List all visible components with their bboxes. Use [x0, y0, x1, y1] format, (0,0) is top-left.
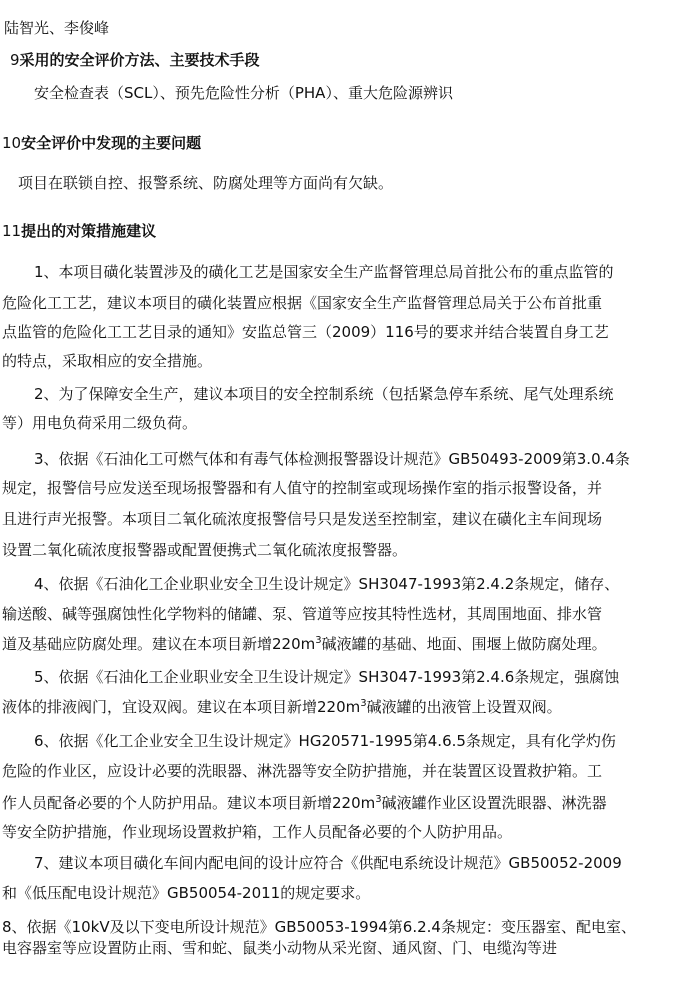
section-11-title: 提出的对策措施建议 — [21, 222, 157, 240]
section-9-body: 安全检查表（SCL）、预先危险性分析（PHA）、重大危险源辨识 — [34, 84, 453, 102]
p5-line-1: 5、依据《石油化工企业职业安全卫生设计规定》SH3047-1993第2.4.6条规定，强腐蚀 — [34, 668, 620, 686]
p5-line-2-before: 液体的排液阀门，宜设双阀。建议在本项目新增220m — [2, 698, 361, 716]
section-10-title: 安全评价中发现的主要问题 — [21, 134, 202, 152]
p6-line-3-sup: 3 — [375, 794, 382, 805]
section-9-title: 采用的安全评价方法、主要技术手段 — [19, 51, 260, 69]
p8-line-2: 电容器室等应设置防止雨、雪和蛇、鼠类小动物从采光窗、通风窗、门、电缆沟等进 — [2, 939, 558, 957]
p4-line-2: 输送酸、碱等强腐蚀性化学物料的储罐、泵、管道等应按其特性选材，其周围地面、排水管 — [2, 605, 603, 623]
p1-line-1: 1、本项目磺化装置涉及的磺化工艺是国家安全生产监督管理总局首批公布的重点监管的 — [34, 263, 614, 281]
p2-line-1: 2、为了保障安全生产，建议本项目的安全控制系统（包括紧急停车系统、尾气处理系统 — [34, 385, 614, 403]
p8-line-1: 8、依据《10kV及以下变电所设计规范》GB50053-1994第6.2.4条规定：变压器室、配电室、 — [2, 918, 636, 936]
p4-line-3 — [2, 634, 607, 654]
section-10-body: 项目在联锁自控、报警系统、防腐处理等方面尚有欠缺。 — [18, 174, 394, 192]
p6-line-3-before: 作人员配备必要的个人防护用品。建议本项目新增220m — [2, 794, 376, 812]
p4-line-1: 4、依据《石油化工企业职业安全卫生设计规定》SH3047-1993第2.4.2条规定，储存、 — [34, 575, 620, 593]
authors-line: 陆智光、李俊峰 — [4, 19, 110, 37]
p7-line-2: 和《低压配电设计规范》GB50054-2011的规定要求。 — [2, 884, 371, 902]
p6-line-4: 等安全防护措施，作业现场设置救护箱，工作人员配备必要的个人防护用品。 — [2, 823, 513, 841]
p6-line-2: 危险的作业区，应设计必要的洗眼器、淋洗器等安全防护措施，并在装置区设置救护箱。工 — [2, 762, 603, 780]
p6-line-3-after: 碱液罐作业区设置洗眼器、淋洗器 — [381, 794, 607, 812]
p4-line-3-before: 道及基础应防腐处理。建议在本项目新增220m — [2, 635, 316, 653]
section-11-heading — [2, 221, 156, 241]
section-9-number: 9 — [10, 51, 20, 69]
p6-line-1: 6、依据《化工企业安全卫生设计规定》HG20571-1995第4.6.5条规定，具有化学灼伤 — [34, 732, 616, 750]
p4-line-3-after: 碱液罐的基础、地面、围堰上做防腐处理。 — [321, 635, 607, 653]
section-10-number: 10 — [2, 134, 22, 152]
p5-line-2-after: 碱液罐的出液管上设置双阀。 — [366, 698, 562, 716]
p3-line-1: 3、依据《石油化工可燃气体和有毒气体检测报警器设计规范》GB50493-2009第3.0.4条 — [34, 450, 630, 468]
p1-line-2: 危险化工工艺，建议本项目的磺化装置应根据《国家安全生产监督管理总局关于公布首批重 — [2, 294, 603, 312]
p6-line-3 — [2, 793, 607, 813]
p1-line-4: 的特点，采取相应的安全措施。 — [2, 352, 213, 370]
section-11-number: 11 — [2, 222, 22, 240]
p3-line-4: 设置二氧化硫浓度报警器或配置便携式二氧化硫浓度报警器。 — [2, 541, 408, 559]
p5-line-2-sup: 3 — [360, 698, 367, 709]
p1-line-3: 点监管的危险化工工艺目录的通知》安监总管三（2009）116号的要求并结合装置自身工艺 — [2, 323, 609, 341]
p7-line-1: 7、建议本项目磺化车间内配电间的设计应符合《供配电系统设计规范》GB50052-2009 — [34, 854, 622, 872]
p4-line-3-sup: 3 — [315, 635, 322, 646]
p3-line-2: 规定，报警信号应发送至现场报警器和有人值守的控制室或现场操作室的指示报警设备，并 — [2, 479, 603, 497]
p5-line-2 — [2, 697, 562, 717]
section-10-heading — [2, 133, 201, 153]
p2-line-2: 等）用电负荷采用二级负荷。 — [2, 414, 198, 432]
p3-line-3: 且进行声光报警。本项目二氧化硫浓度报警信号只是发送至控制室，建议在磺化主车间现场 — [2, 510, 603, 528]
section-9-heading — [10, 50, 260, 70]
